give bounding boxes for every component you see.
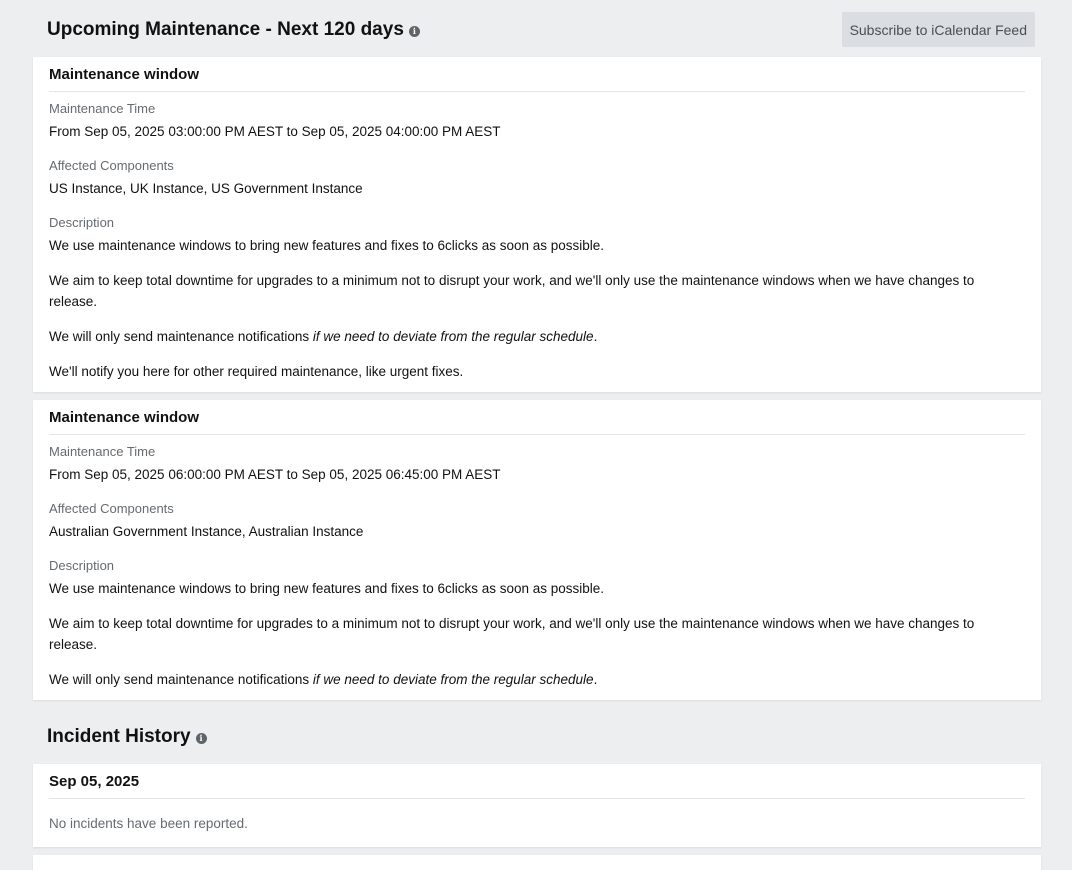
incident-history-title: Incident History	[47, 726, 191, 747]
maintenance-time-value: From Sep 05, 2025 03:00:00 PM AEST to Sep 05, 2025 04:00:00 PM AEST	[49, 124, 501, 139]
description-paragraph: We use maintenance windows to bring new features and fixes to 6clicks as soon as possible.	[49, 238, 605, 253]
incident-day-card	[33, 764, 1041, 847]
maintenance-window-card	[33, 400, 1041, 700]
maintenance-title-wrap	[47, 19, 420, 41]
description-paragraph: We aim to keep total downtime for upgrades to a minimum not to disrupt your work, and we'll only use the maintenance windows when we have changes to release.	[49, 616, 975, 652]
maintenance-time-value: From Sep 05, 2025 06:00:00 PM AEST to Sep 05, 2025 06:45:00 PM AEST	[49, 467, 501, 482]
description-paragraph: We aim to keep total downtime for upgrades to a minimum not to disrupt your work, and we'll only use the maintenance windows when we have changes to release.	[49, 273, 975, 309]
description-text: We will only send maintenance notifications	[49, 672, 313, 687]
description-emphasis: if we need to deviate from the regular schedule	[312, 329, 594, 344]
affected-components-value: Australian Government Instance, Australian Instance	[49, 524, 364, 539]
maintenance-title: Upcoming Maintenance - Next 120 days	[47, 18, 404, 40]
card-title: Maintenance window	[49, 57, 1025, 92]
description-emphasis: if we need to deviate from the regular schedule	[312, 672, 594, 687]
affected-components-label: Affected Components	[49, 158, 174, 173]
info-icon[interactable]: i	[409, 26, 420, 37]
card-title: Maintenance window	[49, 400, 1025, 435]
description-body	[49, 578, 1025, 690]
info-icon[interactable]: i	[196, 733, 207, 744]
description-paragraph	[49, 669, 1025, 690]
description-paragraph: We'll notify you here for other required maintenance, like urgent fixes.	[49, 364, 464, 379]
description-text: We will only send maintenance notifications	[49, 329, 313, 344]
description-label: Description	[49, 215, 115, 230]
description-paragraph	[49, 326, 1025, 347]
incident-date: Sep 05, 2025	[49, 764, 1025, 799]
subscribe-icalendar-button[interactable]: Subscribe to iCalendar Feed	[842, 12, 1035, 47]
incident-day-card-partial	[33, 855, 1041, 870]
incident-history-header	[0, 722, 1072, 752]
no-incidents-message: No incidents have been reported.	[49, 816, 248, 831]
maintenance-time-label: Maintenance Time	[49, 444, 156, 459]
maintenance-time-label: Maintenance Time	[49, 101, 156, 116]
description-body	[49, 235, 1025, 382]
affected-components-label: Affected Components	[49, 501, 174, 516]
incident-title-wrap	[47, 726, 207, 748]
maintenance-header	[0, 12, 1072, 47]
description-text: .	[593, 329, 598, 344]
affected-components-value: US Instance, UK Instance, US Government Instance	[49, 181, 363, 196]
description-text: .	[593, 672, 598, 687]
maintenance-window-card	[33, 57, 1041, 392]
description-paragraph: We use maintenance windows to bring new features and fixes to 6clicks as soon as possible.	[49, 581, 605, 596]
description-label: Description	[49, 558, 115, 573]
